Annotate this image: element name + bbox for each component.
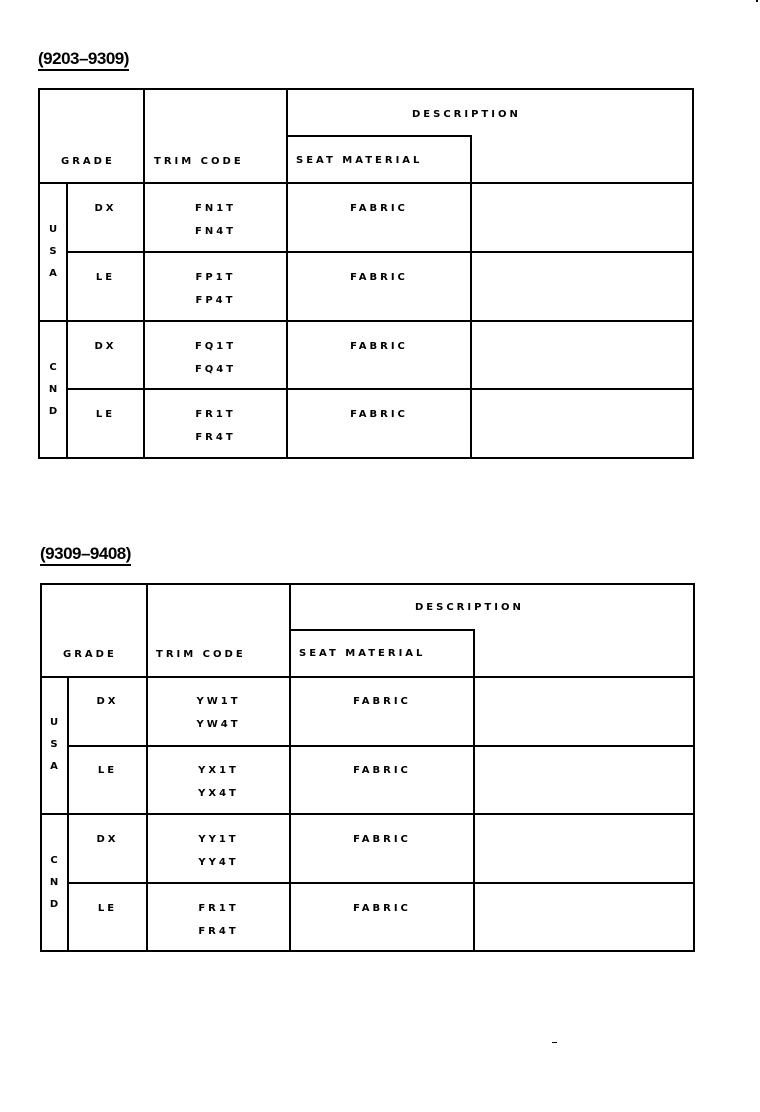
row-material: FABRIC xyxy=(350,203,408,214)
row-trim-code: FN1T xyxy=(195,203,236,214)
description-header: DESCRIPTION xyxy=(412,109,521,120)
row-material: FABRIC xyxy=(353,834,411,845)
row-trim-code: FP1T xyxy=(195,272,236,283)
row-material: FABRIC xyxy=(353,903,411,914)
row-material: FABRIC xyxy=(350,272,408,283)
seat-material-header: SEAT MATERIAL xyxy=(299,648,426,659)
row-trim-code: YY4T xyxy=(198,857,239,868)
row-trim-code: FQ4T xyxy=(194,364,237,375)
description-header: DESCRIPTION xyxy=(415,602,524,613)
row-grade: LE xyxy=(97,765,118,776)
group-label-usa: U S A xyxy=(48,224,58,279)
row-trim-code: YW4T xyxy=(196,719,241,730)
row-trim-code: FR4T xyxy=(195,432,236,443)
row-trim-code: FR4T xyxy=(198,926,239,937)
row-grade: DX xyxy=(96,696,119,707)
trim-code-header: TRIM CODE xyxy=(154,156,244,167)
group-label-cnd: C N D xyxy=(49,855,59,910)
row-material: FABRIC xyxy=(350,341,408,352)
row-trim-code: YX4T xyxy=(198,788,239,799)
trim-code-header: TRIM CODE xyxy=(156,649,246,660)
group-label-usa: U S A xyxy=(49,717,59,772)
trim-table-1 xyxy=(38,88,694,459)
row-trim-code: FN4T xyxy=(195,226,236,237)
section-2-heading: (9309–9408) xyxy=(40,545,131,566)
row-grade: LE xyxy=(95,409,116,420)
row-material: FABRIC xyxy=(353,765,411,776)
row-trim-code: FP4T xyxy=(195,295,236,306)
row-material: FABRIC xyxy=(350,409,408,420)
row-trim-code: YX1T xyxy=(198,765,239,776)
row-trim-code: FR1T xyxy=(198,903,239,914)
row-grade: DX xyxy=(94,341,117,352)
trim-table-2 xyxy=(40,583,695,952)
row-trim-code: YY1T xyxy=(198,834,239,845)
seat-material-header: SEAT MATERIAL xyxy=(296,155,423,166)
scan-mark xyxy=(552,1042,557,1043)
row-trim-code: FR1T xyxy=(195,409,236,420)
row-trim-code: FQ1T xyxy=(194,341,237,352)
row-trim-code: YW1T xyxy=(196,696,241,707)
row-grade: LE xyxy=(97,903,118,914)
group-label-cnd: C N D xyxy=(48,362,58,417)
grade-header: GRADE xyxy=(61,156,115,167)
section-1-heading: (9203–9309) xyxy=(38,50,129,71)
scan-mark xyxy=(756,0,758,2)
grade-header: GRADE xyxy=(63,649,117,660)
row-grade: DX xyxy=(94,203,117,214)
row-material: FABRIC xyxy=(353,696,411,707)
row-grade: LE xyxy=(95,272,116,283)
row-grade: DX xyxy=(96,834,119,845)
